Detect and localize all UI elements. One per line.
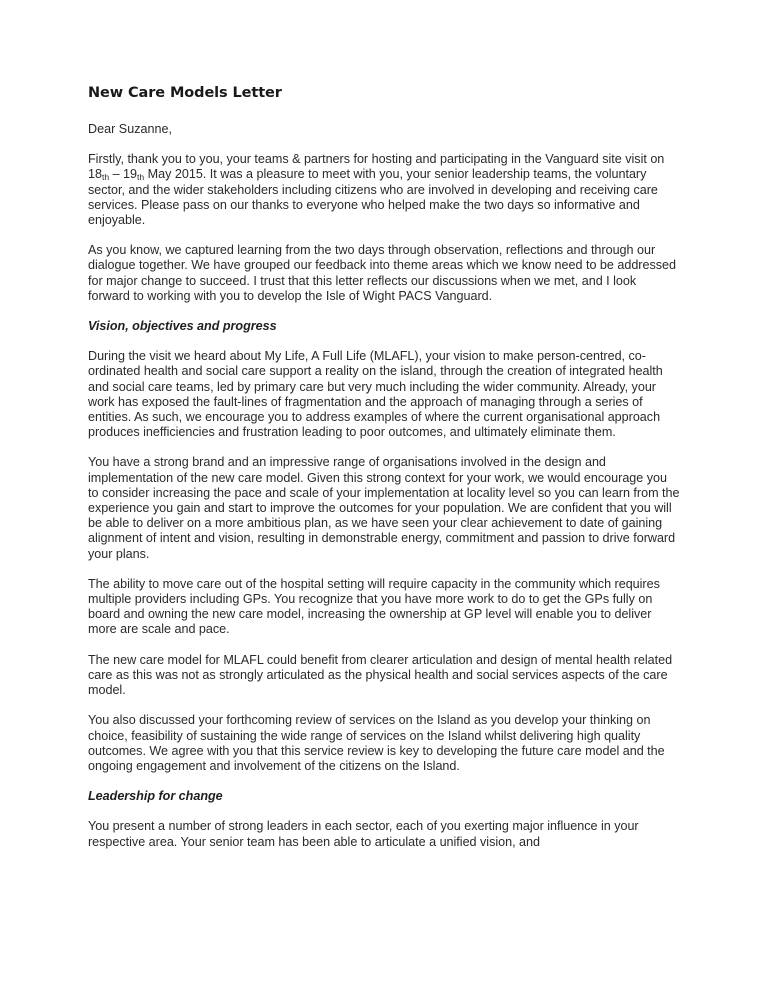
- salutation: Dear Suzanne,: [88, 122, 173, 136]
- paragraph-service-review: You also discussed your forthcoming review of services on the Island as you develop your thinking on choice, feasibility of sustaining the wide range of services on the Island whilst delivering high quality outcomes. We agree with you that this service review is key to developing the future care model and the ongoing engagement and involvement of the citizens on the Island.: [88, 713, 665, 773]
- page-title: New Care Models Letter: [88, 85, 282, 101]
- paragraph-community-capacity: The ability to move care out of the hospital setting will require capacity in the community which requires multiple providers including GPs. You recognize that you have more work to do to get the GPs fully on board and owning the new care model, increasing the ownership at GP level will enable you to deliver more are scale and pace.: [88, 576, 660, 637]
- paragraph-intro: [88, 152, 680, 228]
- section-heading-vision: Vision, objectives and progress: [88, 319, 277, 334]
- ordinal-suffix-18th: th: [101, 171, 110, 182]
- ordinal-suffix-19th: th: [137, 171, 145, 182]
- paragraph-intro-part1: Firstly, thank you to you, your teams & partners for hosting and participating in the Vanguard site visit on 18: [88, 152, 665, 182]
- paragraph-intro-part2: – 19: [109, 167, 138, 182]
- paragraph-brand-scale: You have a strong brand and an impressive range of organisations involved in the design and implementation of the new care model. Given this strong context for your work, we would encourage you to consider increasing the pace and scale of your implementation at locality level so you can learn from the experience you gain and start to improve the outcomes for your population. We are confident that you will be able to deliver on a more ambitious plan, as we have seen your clear achievement to date of gaining alignment of intent and vision, resulting in demonstrable energy, commitment and passion to drive forward your plans.: [88, 455, 680, 561]
- paragraph-mlafl-vision: During the visit we heard about My Life, A Full Life (MLAFL), your vision to make person-centred, co-ordinated health and social care support a reality on the island, through the creation of integrated health and social care teams, led by primary care but very much including the wider community. Already, your work has exposed the fault-lines of fragmentation and the approach of managing through a series of entities. As such, we encourage you to address examples of where the current organisational approach produces inefficiencies and frustration leading to poor outcomes, and ultimately eliminate them.: [88, 349, 663, 440]
- section-heading-leadership: Leadership for change: [88, 789, 223, 804]
- paragraph-learning: As you know, we captured learning from the two days through observation, reflections and through our dialogue together. We have grouped our feedback into theme areas which we know need to be addressed for major change to succeed. I trust that this letter reflects our discussions when we met, and I look forward to working with you to develop the Isle of Wight PACS Vanguard.: [88, 243, 676, 303]
- paragraph-mental-health: The new care model for MLAFL could benefit from clearer articulation and design of mental health related care as this was not as strongly articulated as the physical health and social services aspects of the care model.: [88, 652, 673, 698]
- paragraph-leaders: You present a number of strong leaders in each sector, each of you exerting major influence in your respective area. Your senior team has been able to articulate a unified vision, and: [88, 819, 639, 849]
- paragraph-intro-part3: May 2015. It was a pleasure to meet with you, your senior leadership teams, the voluntary sector, and the wider stakeholders including citizens who are involved in developing and receiving care services. Please pass on our thanks to everyone who helped make the two days so informative and enjoyable.: [88, 167, 658, 228]
- document-body: [88, 84, 680, 850]
